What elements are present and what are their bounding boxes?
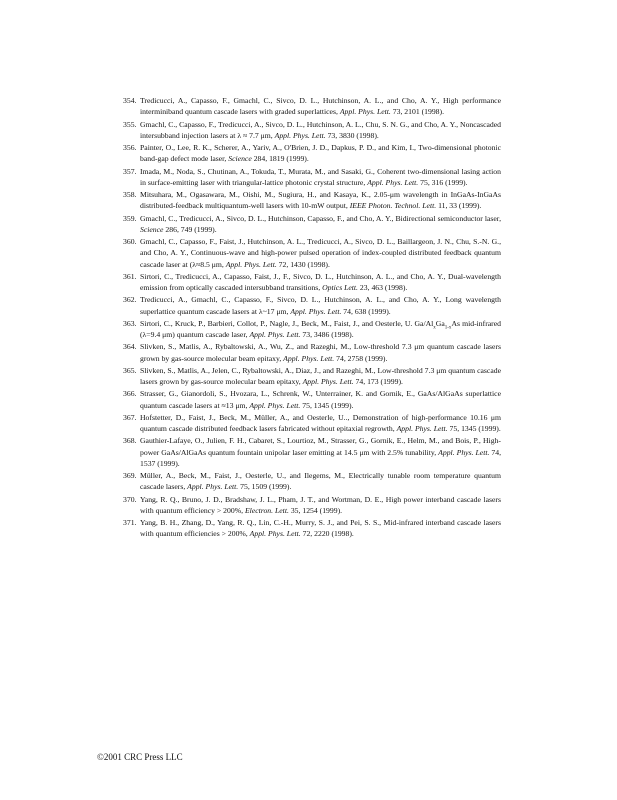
reference-358 [97,189,501,212]
reference-number: 360. [123,237,137,246]
reference-369 [97,470,501,493]
reference-361 [97,271,501,294]
reference-citation: 72, 1430 (1998). [276,259,330,269]
reference-362 [97,294,501,317]
reference-number: 369. [123,471,137,480]
reference-number: 357. [123,166,137,176]
reference-356 [97,142,501,165]
reference-number: 358. [123,190,137,199]
journal-name: Science [140,224,164,234]
reference-367 [97,412,501,435]
reference-number: 370. [123,494,137,504]
reference-citation: 74, 638 (1999). [341,306,391,316]
reference-text: Yang, B. H., Zhang, D., Yang, R. Q., Lin, C.-H., Murry, S. J., and Pei, S. S., Mid-infrared interband cascade lasers with quantum efficiencies > 200%, [140,518,501,539]
journal-name: Appl. Phys. Lett. [249,330,301,339]
reference-371 [97,517,501,540]
reference-citation: 286, 749 (1999). [163,224,217,234]
reference-number: 354. [123,96,137,105]
reference-text-2: Ga [435,318,445,328]
reference-citation: 23, 463 (1998). [357,283,408,292]
journal-name: Appl. Phys. Lett. [187,482,239,492]
journal-name: IEEE Photon. Technol. Lett. [349,201,437,211]
journal-name: Appl. Phys. Lett. [438,447,490,457]
reference-citation: 74, 173 (1999). [353,377,403,386]
journal-name: Appl. Phys. Lett. [290,306,342,316]
journal-name: Optics Lett. [322,283,358,292]
reference-text: Hofstetter, D., Faist, J., Beck, M., Müller, A., and Oesterle, U.., Demonstration of high-performance 10.16 μm quantum cascade distributed feedback lasers fabricated without epitaxial regrowth, [140,412,501,433]
journal-name: Appl. Phys. Lett. [249,529,301,539]
reference-text: Müller, A., Beck, M., Faist, J., Oesterle, U., and Ilegems, M., Electrically tunable room temperature quantum cascade lasers, [140,471,501,492]
journal-name: Appl. Phys. Lett. [367,177,419,187]
subscript: x [433,325,436,331]
reference-citation: 75, 316 (1999). [418,177,468,187]
reference-number: 362. [123,295,137,305]
subscript: 1-x [444,325,452,331]
reference-citation: 75, 1509 (1999). [238,482,292,492]
reference-citation: 75, 1345 (1999). [447,424,501,433]
reference-354 [97,95,501,118]
journal-name: Science [228,154,252,164]
reference-list [97,95,501,541]
journal-name: Appl. Phys. Lett. [302,377,354,386]
reference-text: Slivken, S., Matlis, A., Rybaltowski, A., Wu, Z., and Razeghi, M., Low-threshold 7.3 μm quantum cascade lasers grown by gas-source molecular beam epitaxy, [140,342,501,363]
reference-citation: 74, 1537 (1999). [140,447,502,468]
reference-366 [97,388,501,411]
reference-number: 363. [123,318,137,328]
journal-name: Appl. Phys. Lett. [274,130,326,140]
reference-citation: 73, 3830 (1998). [325,130,379,140]
reference-360 [97,236,501,270]
reference-359 [97,213,501,236]
reference-citation: 11, 33 (1999). [436,201,482,211]
reference-text: Mitsuhara, M., Ogasawara, M., Oishi, M., Sugiura, H., and Kasaya, K., 2.05-μm wavelength in InGaAs-InGaAs distributed-feedback multiquantum-well lasers with 10-mW output, [140,190,501,211]
reference-text: Gmachl, C., Capasso, F., Tredicucci, A., Sivco, D. L., Hutchinson, A. L., Chu, S. N. G., and Cho, A. Y., Noncascaded intersubband injection lasers at λ ≈ 7.7 μm, [140,119,501,140]
reference-text: Tredicucci, A., Gmachl, C., Capasso, F., Sivco, D. L., Hutchinson, A. L., and Cho, A. Y., Long wavelength superlattice quantum cascade lasers at λ~17 μm, [140,295,501,316]
reference-text: Yang, R. Q., Bruno, J. D., Bradshaw, J. L., Pham, J. T., and Wortman, D. E., High power interband cascade lasers with quantum efficiency > 200%, [140,494,501,515]
reference-text: Slivken, S., Matlis, A., Jelen, C., Rybaltowski, A., Diaz, J., and Razeghi, M., Low-threshold 7.3 μm quantum cascade lasers grown by gas-source molecular beam epitaxy, [140,365,501,386]
reference-text: Gauthier-Lafaye, O., Julien, F. H., Cabaret, S., Lourtioz, M., Strasser, G., Gornik, E., Helm, M., and Bois, P., High-power GaAs/AlGaAs quantum fountain unipolar laser emitting at 14.5 μm with 2.5% tunability, [140,436,501,457]
copyright-footer: ©2001 CRC Press LLC [97,752,183,762]
journal-name: Electron. Lett. [244,505,289,515]
reference-number: 368. [123,436,137,446]
journal-name: Appl. Phys. Lett. [339,107,391,117]
reference-text: Strasser, G., Gianordoli, S., Hvozara, L., Schrenk, W., Unterrainer, K. and Gornik, E., GaAs/AlGaAs superlattice quantum cascade lasers at ≈13 μm, [140,389,501,410]
journal-name: Appl. Phys. Lett. [396,424,448,433]
reference-number: 359. [123,213,137,223]
reference-357 [97,166,501,189]
journal-name: Appl. Phys. Lett. [283,353,335,363]
reference-355 [97,119,501,142]
reference-365 [97,365,501,388]
reference-number: 361. [123,271,137,281]
reference-text: Tredicucci, A., Capasso, F., Gmachl, C., Sivco, D. L., Hutchinson, A. L., and Cho, A. Y., High performance interminiband quantum cascade lasers with graded superlattices, [140,96,501,117]
reference-number: 367. [123,412,137,422]
journal-name: Appl. Phys. Lett. [249,400,301,410]
reference-number: 365. [123,365,137,375]
reference-368 [97,435,501,469]
reference-text: Imada, M., Noda, S., Chutinan, A., Tokuda, T., Murata, M., and Sasaki, G., Coherent two-dimensional lasing action in surface-emitting laser with triangular-lattice photonic crystal structure, [140,166,501,187]
reference-citation: 35, 1254 (1999). [288,505,343,515]
reference-370 [97,494,501,517]
reference-text: Gmachl, C., Capasso, F., Faist, J., Hutchinson, A. L., Tredicucci, A., Sivco, D. L., Baillargeon, J. N., Chu, S.-N. G., and Cho, A. Y., Continuous-wave and high-power pulsed operation of index-coupled distributed feedback quantum cascade laser at (λ≈8.5 μm, [140,237,501,269]
reference-number: 364. [123,342,137,352]
reference-number: 371. [123,518,137,527]
reference-citation: 74, 2758 (1999). [334,353,388,363]
reference-text-3: As mid-infrared (λ=9.4 μm) quantum cascade laser, [140,318,501,339]
reference-citation: 73, 2101 (1998). [390,107,445,117]
reference-text: Sirtori, C., Tredicucci, A., Capasso, Faist, J., F., Sivco, D. L., Hutchinson, A. L., and Cho, A. Y., Dual-wavelength emission from optically cascaded intersubband transitions, [140,271,501,292]
reference-citation: 73, 3486 (1998). [300,330,354,339]
reference-citation: 284, 1819 (1999). [251,154,309,164]
reference-number: 366. [123,389,137,399]
reference-text: Sirtori, C., Kruck, P., Barbieri, Collot, P., Nagle, J., Beck, M., Faist, J., and Oesterle, U. Ga/Al [140,318,434,328]
reference-363 [97,318,501,341]
reference-364 [97,341,501,364]
reference-text: Gmachl, C., Tredicucci, A., Sivco, D. L., Hutchinson, Capasso, F., and Cho, A. Y., Bidirectional semiconductor laser, [140,213,501,223]
reference-text: Painter, O., Lee, R. K., Scherer, A., Yariv, A., O'Brien, J. D., Dapkus, P. D., and Kim, I., Two-dimensional photonic band-gap defect mode laser, [140,143,501,164]
reference-number: 355. [123,119,137,129]
journal-name: Appl. Phys. Lett. [225,259,277,269]
reference-citation: 75, 1345 (1999). [300,400,354,410]
reference-citation: 72, 2220 (1998). [300,529,354,539]
reference-number: 356. [123,143,137,152]
